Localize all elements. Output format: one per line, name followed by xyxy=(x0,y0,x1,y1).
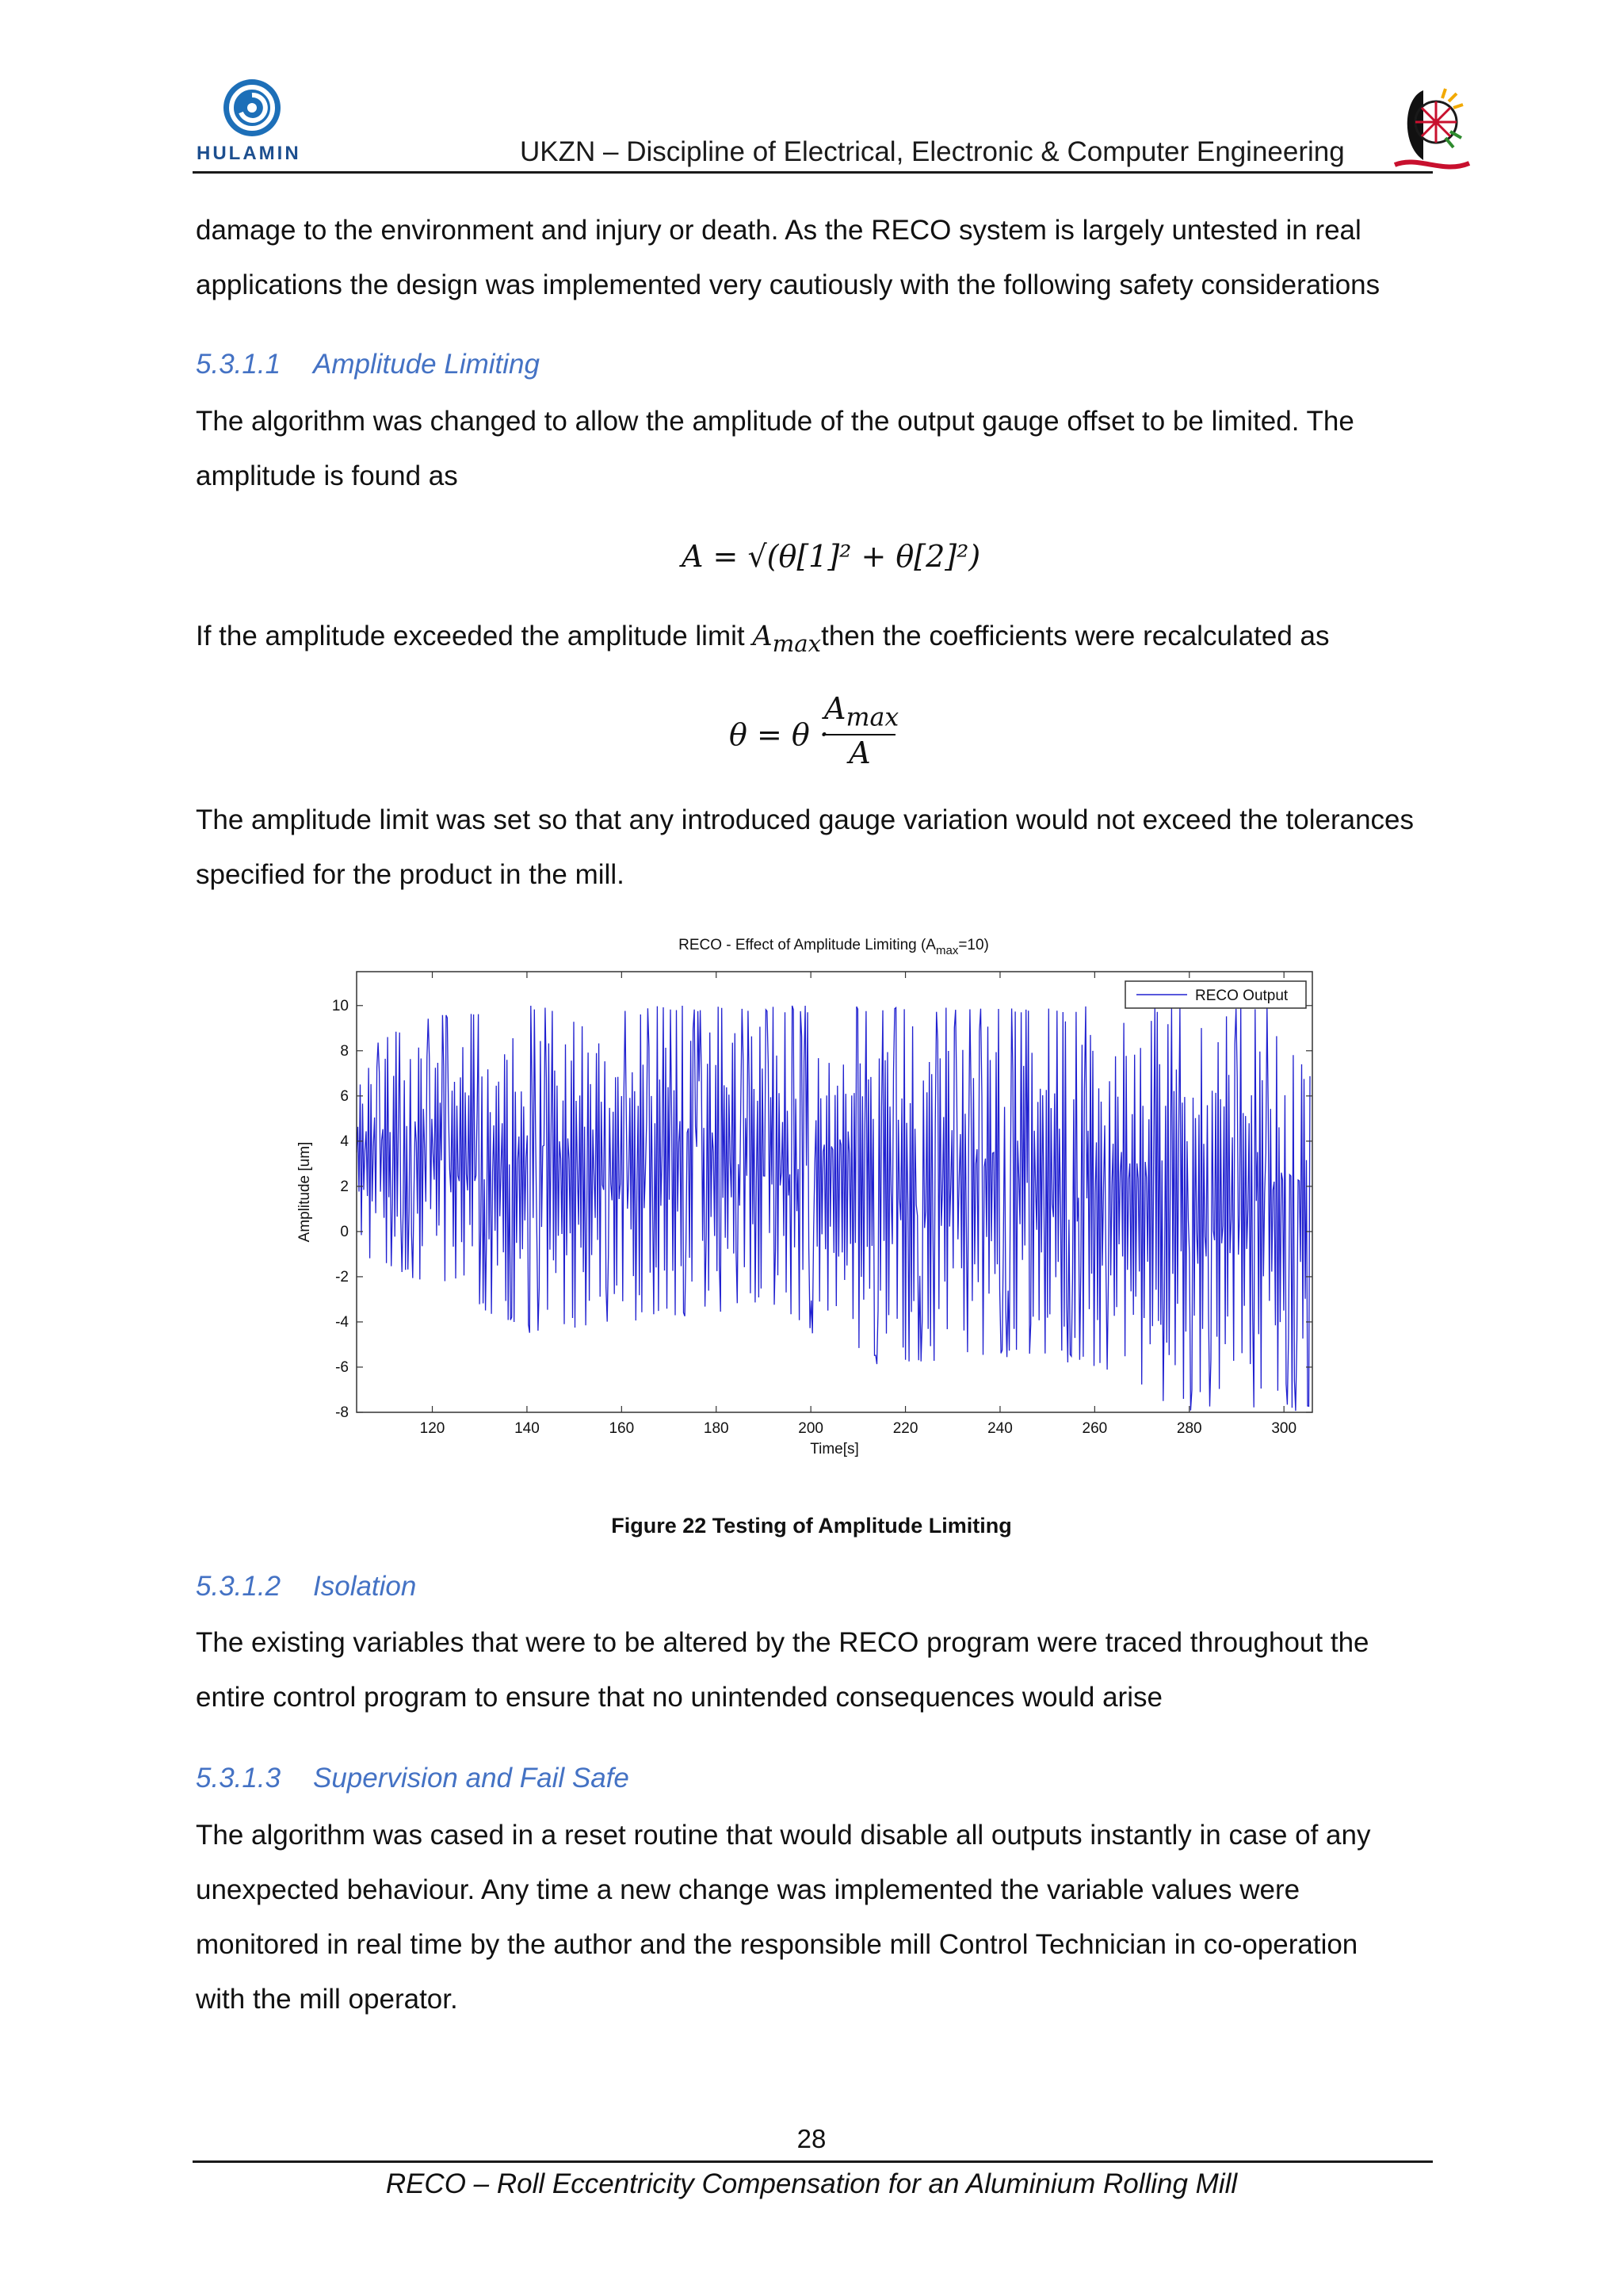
x-tick-label: 220 xyxy=(892,1420,918,1437)
section-heading-isolation xyxy=(196,1571,416,1603)
x-tick-label: 180 xyxy=(703,1420,729,1437)
supervision-line-1: The algorithm was cased in a reset routine that would disable all outputs instantly in case of any xyxy=(196,1820,1371,1851)
chart-title-post: =10) xyxy=(958,937,989,953)
intro-paragraph xyxy=(196,203,1440,312)
section-title: Supervision and Fail Safe xyxy=(313,1763,629,1794)
y-tick-label: -6 xyxy=(335,1358,349,1376)
supervision-line-4: with the mill operator. xyxy=(196,1984,458,2015)
section-heading-amplitude-limiting xyxy=(196,349,540,380)
fraction-numerator-base: A xyxy=(824,691,846,726)
y-tick-label: 10 xyxy=(331,997,349,1014)
amplitude-equation: A = √(θ[1]² + θ[2]²) xyxy=(682,539,981,574)
y-tick-label: 2 xyxy=(340,1178,349,1195)
amplitude-p2-post: then the coefficients were recalculated as xyxy=(821,621,1330,651)
x-tick-label: 200 xyxy=(798,1420,823,1437)
x-tick-label: 300 xyxy=(1271,1420,1297,1437)
y-tick-label: -2 xyxy=(335,1268,349,1286)
amplitude-p3-line-1: The amplitude limit was set so that any introduced gauge variation would not exceed the tolerances xyxy=(196,804,1415,835)
supervision-line-3: monitored in real time by the author and the responsible mill Control Technician in co-operation xyxy=(196,1929,1358,1960)
y-tick-label: 8 xyxy=(340,1042,349,1060)
recalc-equation xyxy=(729,717,829,752)
hulamin-logo-icon xyxy=(222,78,282,138)
fraction-numerator-sub: max xyxy=(846,703,899,732)
x-tick-label: 160 xyxy=(609,1420,635,1437)
amplitude-p1-line-1: The algorithm was changed to allow the amplitude of the output gauge offset to be limited. The xyxy=(196,406,1354,437)
chart-title-sub: max xyxy=(935,944,959,957)
amplitude-p2-pre: If the amplitude exceeded the amplitude limit xyxy=(196,621,753,651)
x-axis-label: Time[s] xyxy=(810,1441,859,1457)
chart-title xyxy=(678,937,989,957)
footer-divider xyxy=(193,2160,1433,2163)
x-tick-label: 240 xyxy=(987,1420,1013,1437)
intro-line-1: damage to the environment and injury or death. As the RECO system is largely untested in real xyxy=(196,215,1361,246)
isolation-paragraph xyxy=(196,1615,1440,1725)
legend-label: RECO Output xyxy=(1195,988,1289,1004)
recalc-fraction xyxy=(824,691,899,770)
reco-output-line xyxy=(357,1006,1310,1411)
amplitude-p1-line-2: amplitude is found as xyxy=(196,460,458,491)
amplitude-paragraph-2 xyxy=(196,609,1440,671)
ukzn-crest-icon xyxy=(1387,82,1474,176)
chart-title-pre: RECO - Effect of Amplitude Limiting (A xyxy=(678,937,936,953)
section-number: 5.3.1.3 xyxy=(196,1763,281,1794)
y-axis-label: Amplitude [um] xyxy=(296,1141,313,1243)
chart-legend xyxy=(1125,981,1306,1008)
section-number: 5.3.1.1 xyxy=(196,349,281,380)
x-tick-label: 280 xyxy=(1176,1420,1202,1437)
header-title: UKZN – Discipline of Electrical, Electronic & Computer Engineering xyxy=(520,136,1345,167)
amplitude-limiting-chart xyxy=(293,927,1339,1466)
amax-subscript: max xyxy=(772,630,822,657)
section-title: Isolation xyxy=(313,1571,417,1602)
y-tick-label: -8 xyxy=(335,1404,349,1421)
section-title: Amplitude Limiting xyxy=(313,349,540,380)
section-heading-supervision xyxy=(196,1763,629,1794)
y-tick-label: 4 xyxy=(340,1133,349,1150)
y-tick-label: 0 xyxy=(340,1223,349,1240)
header-divider xyxy=(193,171,1433,174)
amax-symbol xyxy=(752,621,822,657)
intro-line-2: applications the design was implemented very cautiously with the following safety considerations xyxy=(196,269,1381,300)
y-tick-label: -4 xyxy=(335,1313,349,1331)
x-tick-label: 260 xyxy=(1082,1420,1108,1437)
figure-caption: Figure 22 Testing of Amplitude Limiting xyxy=(611,1514,1012,1538)
hulamin-wordmark: HULAMIN xyxy=(197,143,301,164)
section-number: 5.3.1.2 xyxy=(196,1571,281,1602)
amplitude-p3-line-2: specified for the product in the mill. xyxy=(196,859,624,890)
supervision-paragraph xyxy=(196,1808,1440,2027)
isolation-line-2: entire control program to ensure that no unintended consequences would arise xyxy=(196,1682,1163,1713)
page-number: 28 xyxy=(796,2124,827,2153)
amplitude-paragraph-1 xyxy=(196,394,1440,503)
y-tick-label: 6 xyxy=(340,1087,349,1105)
amplitude-paragraph-3 xyxy=(196,793,1440,902)
fraction-denominator: A xyxy=(849,735,871,770)
recalc-lhs: θ = θ · xyxy=(729,717,829,752)
footer-title: RECO – Roll Eccentricity Compensation for an Aluminium Rolling Mill xyxy=(385,2168,1238,2199)
x-tick-label: 120 xyxy=(419,1420,445,1437)
fraction-numerator xyxy=(824,691,899,735)
x-tick-label: 140 xyxy=(514,1420,540,1437)
supervision-line-2: unexpected behaviour. Any time a new change was implemented the variable values were xyxy=(196,1874,1300,1905)
isolation-line-1: The existing variables that were to be altered by the RECO program were traced throughout the xyxy=(196,1627,1369,1658)
amax-base: A xyxy=(752,621,773,652)
